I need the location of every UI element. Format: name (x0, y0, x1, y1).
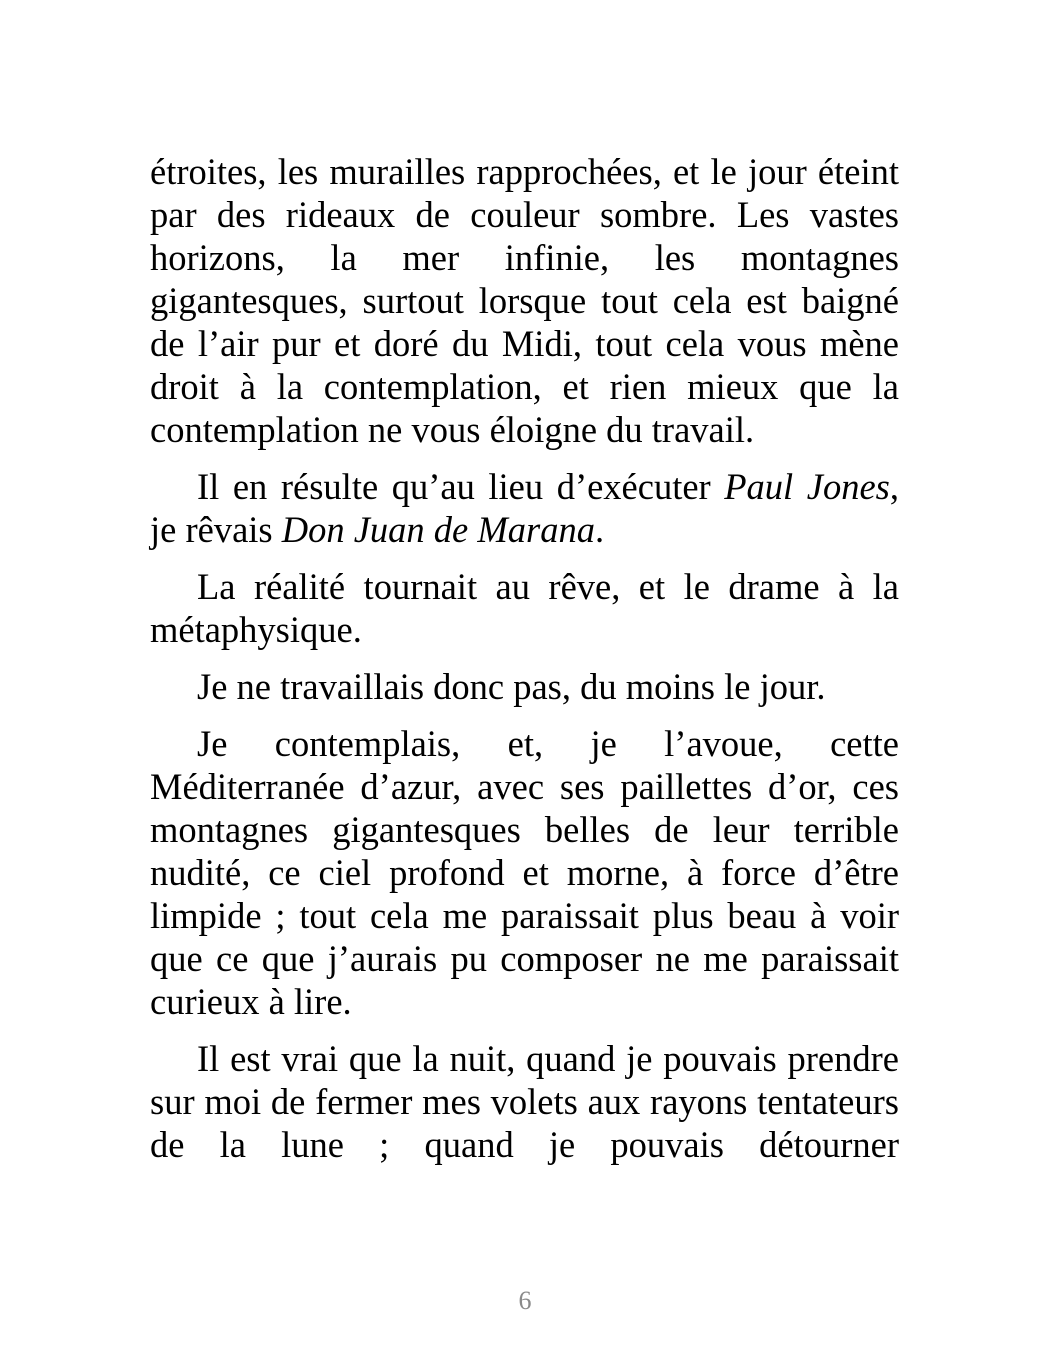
paragraph-2-text-2: , je rêvais (150, 466, 899, 550)
paragraph-2 (150, 465, 899, 551)
paragraph-2-text-1: Il en résulte qu’au lieu d’exécuter (197, 466, 725, 507)
paragraph-3: La réalité tournait au rêve, et le drame à la métaphysique. (150, 566, 899, 650)
page-body (150, 150, 899, 1180)
paragraph-1: étroites, les murailles rapprochées, et le jour éteint par des rideaux de couleur sombre. Les vastes horizons, la mer infinie, les montagnes gigantesques, surtout lorsque tout cela est baigné de l’air pur et doré du Midi, tout cela vous mène droit à la contemplation, et rien mieux que la contemplation ne vous éloigne du travail. (150, 151, 899, 450)
paragraph-2-italic-title-1: Paul Jones (724, 466, 890, 507)
paragraph-2-text-3: . (595, 509, 605, 550)
paragraph-6: Il est vrai que la nuit, quand je pouvais prendre sur moi de fermer mes volets aux rayons tentateurs de la lune ; quand je pouvais détourner (150, 1038, 899, 1165)
paragraph-4: Je ne travaillais donc pas, du moins le jour. (197, 666, 826, 707)
paragraph-5: Je contemplais, et, je l’avoue, cette Méditerranée d’azur, avec ses paillettes d’or, ces montagnes gigantesques belles de leur terrible nudité, ce ciel profond et morne, à force d’être limpide ; tout cela me paraissait plus beau à voir que ce que j’aurais pu composer ne me paraissait curieux à lire. (150, 723, 899, 1022)
page-number: 6 (518, 1286, 532, 1315)
paragraph-2-italic-title-2: Don Juan de Marana (281, 509, 595, 550)
